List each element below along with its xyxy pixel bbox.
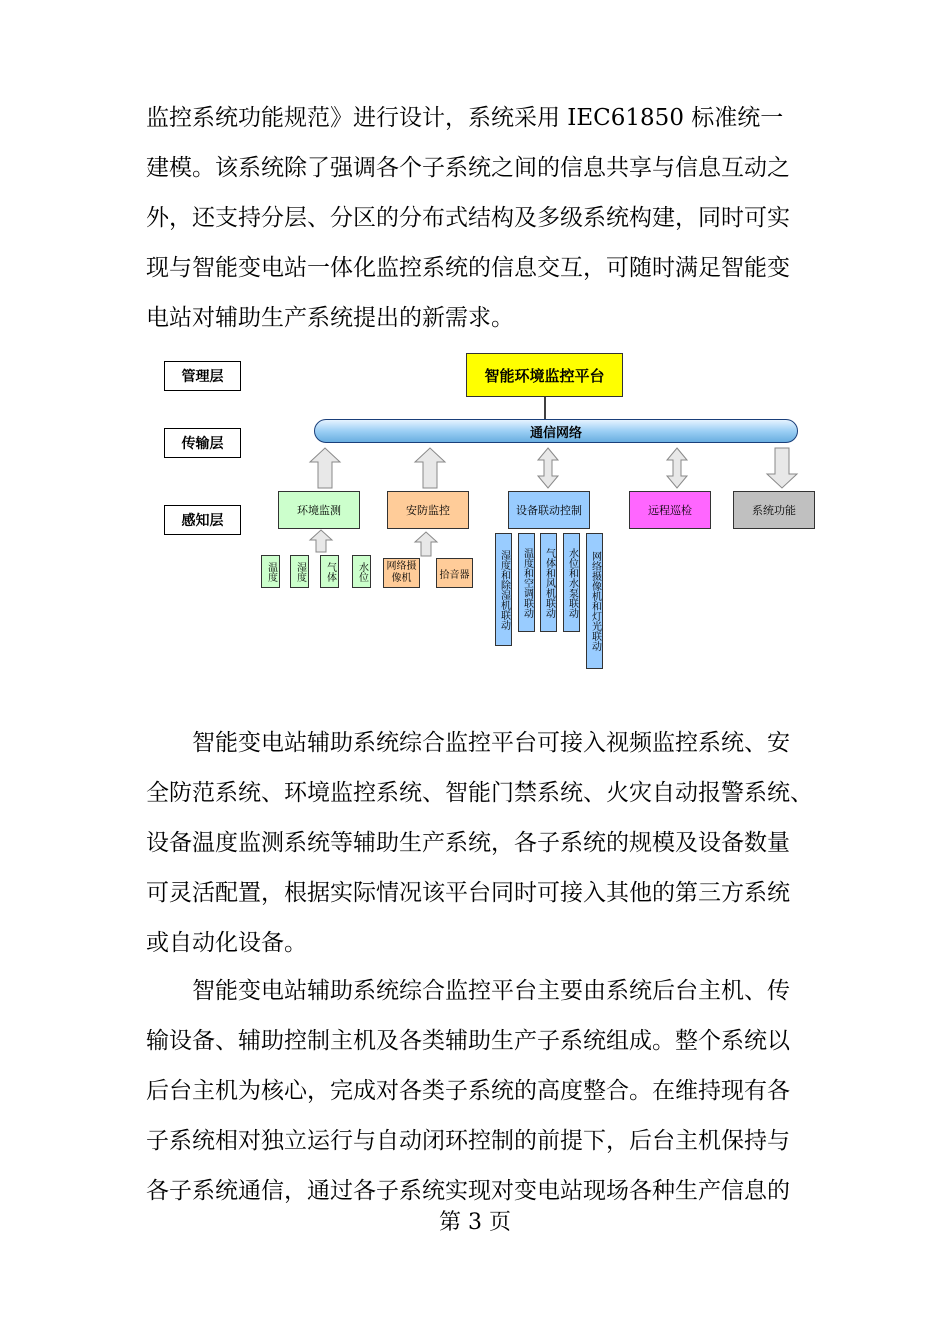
env-item: 水位 <box>352 555 371 588</box>
env-item: 温度 <box>261 555 280 588</box>
text-line: 现与智能变电站一体化监控系统的信息交互，可随时满足智能变 <box>146 255 790 281</box>
paragraph-3 <box>146 966 814 1216</box>
layer-management: 管理层 <box>164 361 241 391</box>
text-line: 可灵活配置，根据实际情况该平台同时可接入其他的第三方系统 <box>146 880 790 906</box>
text-line: 或自动化设备。 <box>146 930 307 956</box>
page-number: 第 3 页 <box>439 1210 511 1235</box>
text-line: 监控系统功能规范》进行设计，系统采用 IEC61850 标准统一 <box>146 105 784 131</box>
text-line: 各子系统通信，通过各子系统实现对变电站现场各种生产信息的 <box>146 1178 790 1204</box>
text-line: 电站对辅助生产系统提出的新需求。 <box>146 305 514 331</box>
layer-perception: 感知层 <box>164 505 241 535</box>
network-pipe: 通信网络 <box>314 419 798 443</box>
linkage-item: 网络摄像机和灯光联动 <box>586 533 603 669</box>
linkage-item: 水位和水泵联动 <box>563 533 580 632</box>
text-line: 输设备、辅助控制主机及各类辅助生产子系统组成。整个系统以 <box>146 1028 790 1054</box>
text-line: 建模。该系统除了强调各个子系统之间的信息共享与信息互动之 <box>146 155 790 181</box>
linkage-item: 气体和风机联动 <box>540 533 557 632</box>
linkage-item: 湿度和除湿机联动 <box>495 533 512 646</box>
text-line: 智能变电站辅助系统综合监控平台可接入视频监控系统、安 <box>192 730 790 756</box>
subsystem-patrol: 远程巡检 <box>629 491 711 529</box>
paragraph-2 <box>146 718 814 968</box>
subsystem-func: 系统功能 <box>733 491 815 529</box>
text-line: 设备温度监测系统等辅助生产系统，各子系统的规模及设备数量 <box>146 830 790 856</box>
security-item-camera: 网络摄像机 <box>383 558 420 588</box>
env-item: 湿度 <box>290 555 309 588</box>
security-item-mic: 拾音器 <box>436 558 473 588</box>
linkage-item: 温度和空调联动 <box>518 533 535 632</box>
platform-box: 智能环境监控平台 <box>466 353 623 397</box>
env-item: 气体 <box>320 555 339 588</box>
text-line: 外，还支持分层、分区的分布式结构及多级系统构建，同时可实 <box>146 205 790 231</box>
paragraph-1 <box>146 93 814 343</box>
text-line: 子系统相对独立运行与自动闭环控制的前提下，后台主机保持与 <box>146 1128 790 1154</box>
text-line: 智能变电站辅助系统综合监控平台主要由系统后台主机、传 <box>192 978 790 1004</box>
subsystem-env: 环境监测 <box>278 491 360 529</box>
text-line: 全防范系统、环境监控系统、智能门禁系统、火灾自动报警系统、 <box>146 780 813 806</box>
subsystem-security: 安防监控 <box>387 491 469 529</box>
text-line: 后台主机为核心，完成对各类子系统的高度整合。在维持现有各 <box>146 1078 790 1104</box>
subsystem-linkage: 设备联动控制 <box>508 491 590 529</box>
layer-transport: 传输层 <box>164 428 241 458</box>
